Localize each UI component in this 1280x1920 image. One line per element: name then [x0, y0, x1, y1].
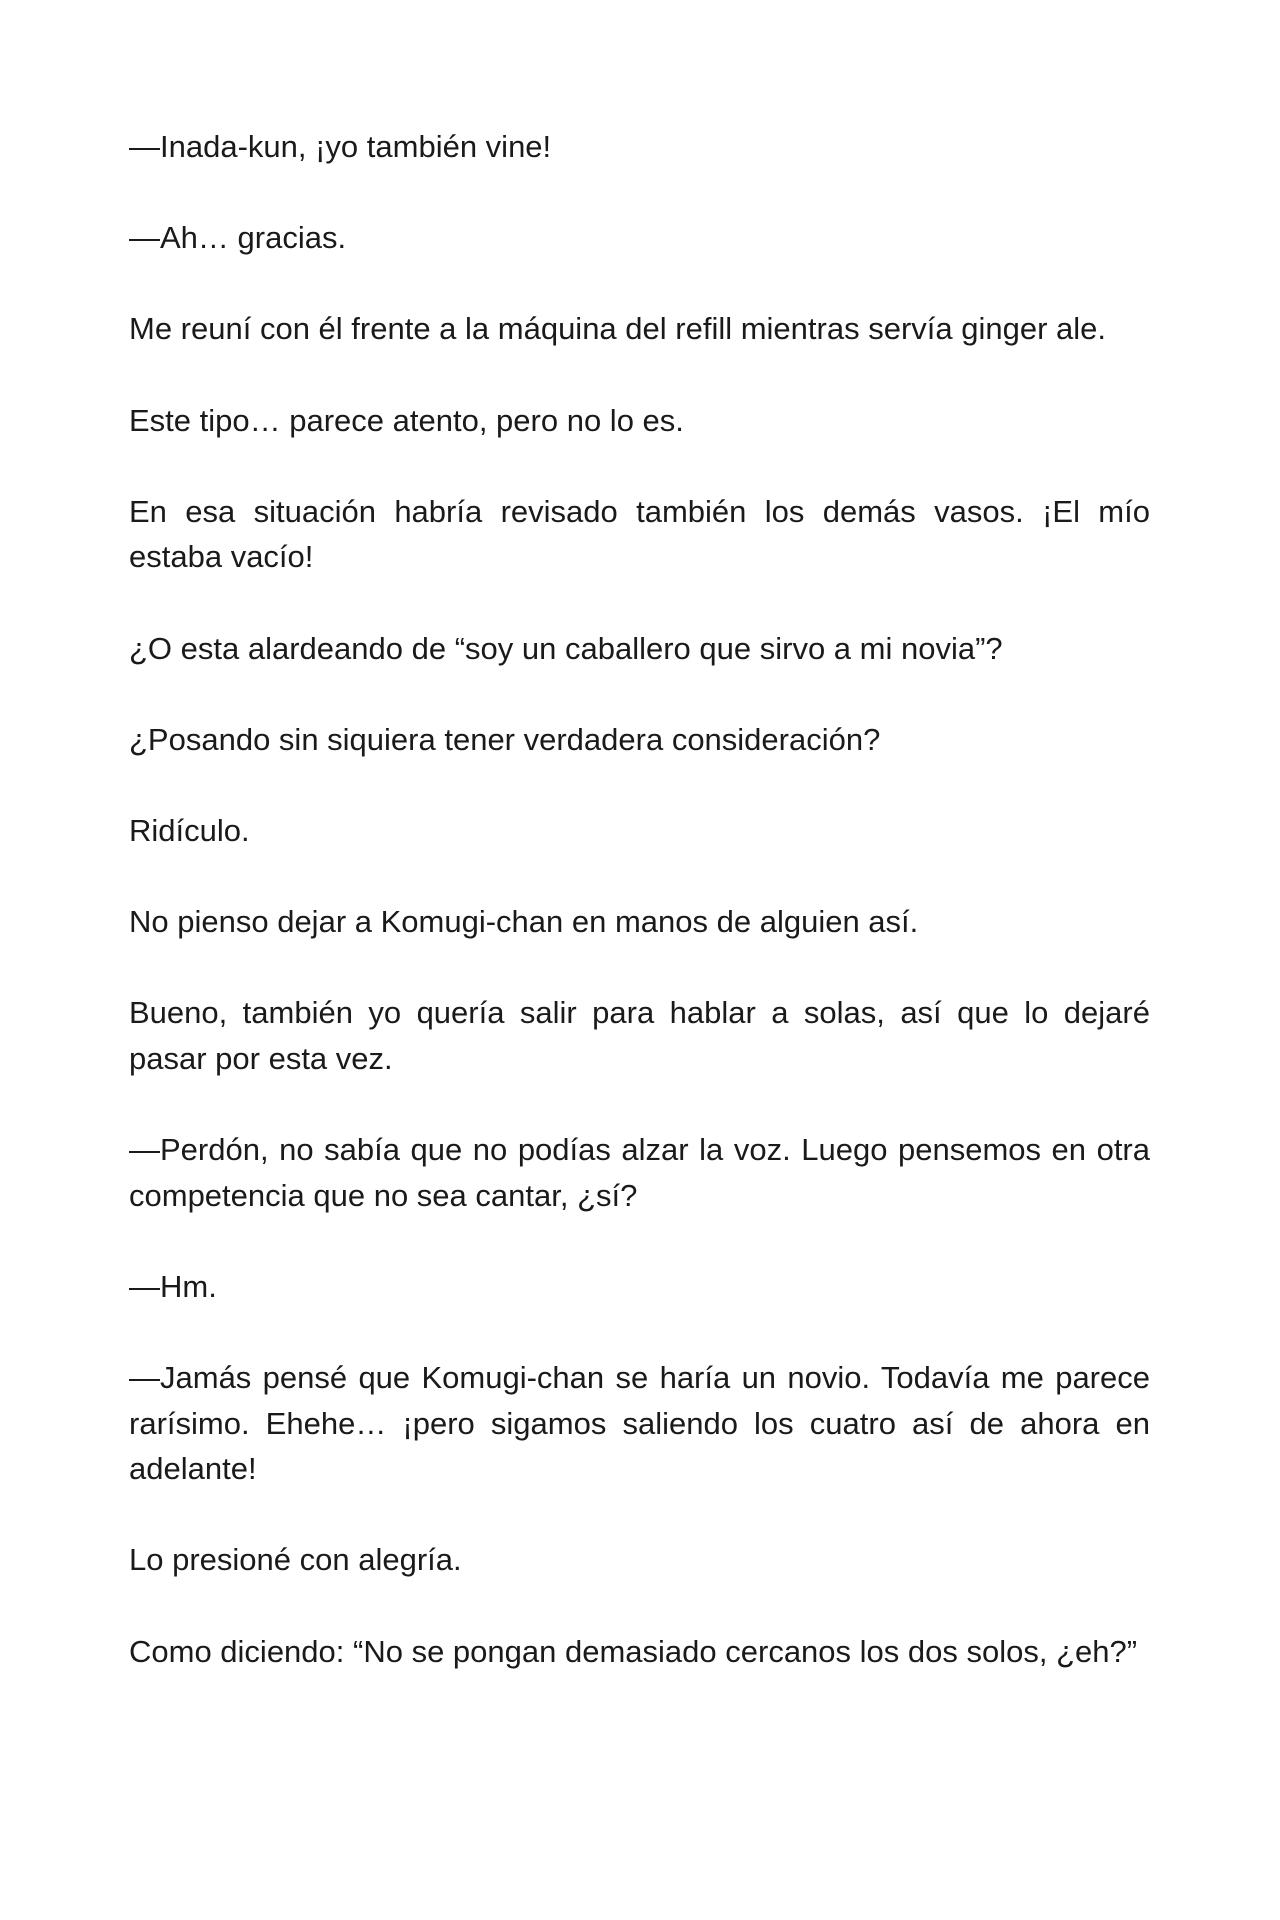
- paragraph-narration: ¿Posando sin siquiera tener verdadera consideración?: [129, 721, 881, 757]
- paragraph-narration: En esa situación habría revisado también los demás vasos. ¡El mío estaba vacío!: [129, 493, 1150, 575]
- paragraph-narration: ¿O esta alardeando de “soy un caballero que sirvo a mi novia”?: [129, 630, 1003, 666]
- paragraph-narration: Ridículo.: [129, 812, 250, 848]
- paragraph-dialogue: —Perdón, no sabía que no podías alzar la voz. Luego pensemos en otra competencia que no sea cantar, ¿sí?: [129, 1132, 1150, 1213]
- paragraph-dialogue: —Inada-kun, ¡yo también vine!: [129, 129, 552, 164]
- paragraph-narration: Este tipo… parece atento, pero no lo es.: [129, 402, 684, 438]
- paragraph-narration: Bueno, también yo quería salir para hablar a solas, así que lo dejaré pasar por esta vez.: [129, 995, 1150, 1076]
- paragraph-narration: Me reuní con él frente a la máquina del refill mientras servía ginger ale.: [129, 311, 1106, 347]
- document-page: [129, 124, 1150, 1674]
- paragraph-narration: Como diciendo: “No se pongan demasiado cercanos los dos solos, ¿eh?”: [129, 1633, 1138, 1669]
- paragraph-narration: Lo presioné con alegría.: [129, 1542, 462, 1578]
- paragraph-narration: No pienso dejar a Komugi-chan en manos de alguien así.: [129, 904, 919, 940]
- paragraph-dialogue: —Jamás pensé que Komugi-chan se haría un novio. Todavía me parece rarísimo. Ehehe… ¡pero sigamos saliendo los cuatro así de ahora en adelante!: [129, 1360, 1150, 1487]
- paragraph-dialogue: —Hm.: [129, 1268, 217, 1304]
- paragraph-dialogue: —Ah… gracias.: [129, 220, 347, 256]
